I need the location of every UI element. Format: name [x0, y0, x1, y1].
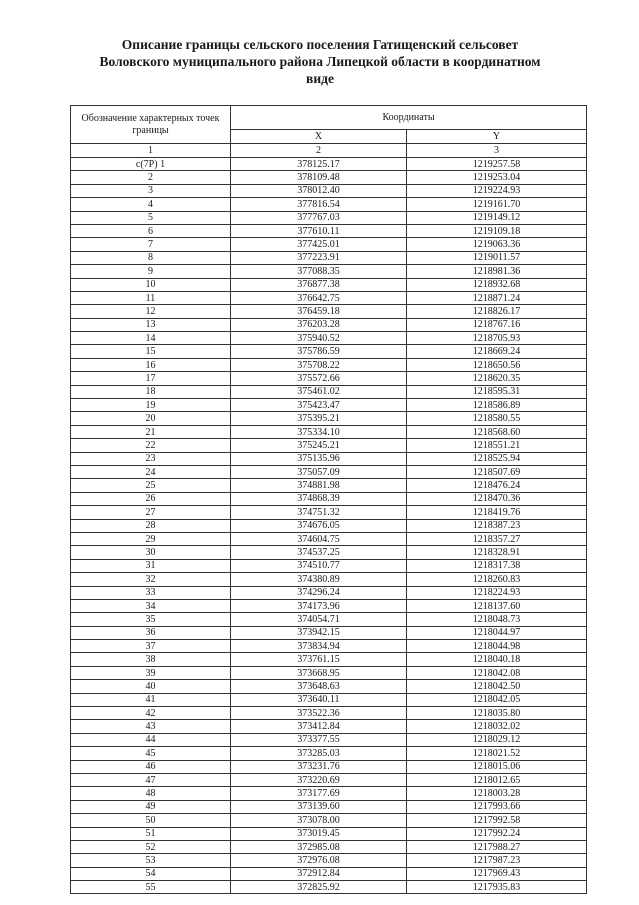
x-cell: 374881.98 [231, 479, 407, 492]
point-cell: 33 [71, 586, 231, 599]
y-cell: 1218042.05 [407, 693, 587, 706]
point-cell: 35 [71, 613, 231, 626]
table-row [71, 881, 587, 894]
x-cell: 372825.92 [231, 881, 407, 894]
y-cell: 1219063.36 [407, 238, 587, 251]
point-cell: 21 [71, 425, 231, 438]
x-cell: 375334.10 [231, 425, 407, 438]
table-row [71, 372, 587, 385]
y-cell: 1219109.18 [407, 224, 587, 237]
table-row [71, 720, 587, 733]
y-cell: 1218044.97 [407, 626, 587, 639]
point-cell: 8 [71, 251, 231, 264]
y-cell: 1218507.69 [407, 465, 587, 478]
point-cell: 13 [71, 318, 231, 331]
point-cell: 15 [71, 345, 231, 358]
y-cell: 1218015.06 [407, 760, 587, 773]
coordinates-table [70, 105, 587, 894]
y-cell: 1218580.55 [407, 412, 587, 425]
point-cell: 26 [71, 492, 231, 505]
table-row [71, 867, 587, 880]
y-cell: 1218042.50 [407, 680, 587, 693]
table-row [71, 854, 587, 867]
point-cell: 50 [71, 814, 231, 827]
x-cell: 377088.35 [231, 265, 407, 278]
table-row [71, 800, 587, 813]
y-cell: 1218650.56 [407, 358, 587, 371]
point-cell: 52 [71, 840, 231, 853]
y-cell: 1218620.35 [407, 372, 587, 385]
table-row [71, 158, 587, 171]
y-cell: 1218357.27 [407, 532, 587, 545]
point-cell: 28 [71, 519, 231, 532]
table-row [71, 171, 587, 184]
point-cell: 40 [71, 680, 231, 693]
x-cell: 373377.55 [231, 733, 407, 746]
title-line-2: Воловского муниципального района Липецкой области в координатном [99, 54, 541, 69]
y-cell: 1218595.31 [407, 385, 587, 398]
table-row [71, 559, 587, 572]
y-cell: 1218767.16 [407, 318, 587, 331]
table-row [71, 492, 587, 505]
x-cell: 372985.08 [231, 840, 407, 853]
x-cell: 374296.24 [231, 586, 407, 599]
x-cell: 373139.60 [231, 800, 407, 813]
y-cell: 1217992.58 [407, 814, 587, 827]
x-cell: 375423.47 [231, 399, 407, 412]
x-cell: 373412.84 [231, 720, 407, 733]
x-cell: 378109.48 [231, 171, 407, 184]
document-title [60, 36, 580, 87]
point-cell: 49 [71, 800, 231, 813]
x-cell: 373668.95 [231, 666, 407, 679]
table-body [71, 158, 587, 894]
point-cell: 48 [71, 787, 231, 800]
point-cell: 4 [71, 198, 231, 211]
x-cell: 372912.84 [231, 867, 407, 880]
point-cell: 37 [71, 640, 231, 653]
table-row [71, 693, 587, 706]
point-cell: 29 [71, 532, 231, 545]
table-row [71, 666, 587, 679]
point-cell: 27 [71, 506, 231, 519]
x-cell: 374751.32 [231, 506, 407, 519]
x-cell: 373078.00 [231, 814, 407, 827]
x-cell: 374537.25 [231, 546, 407, 559]
x-cell: 373834.94 [231, 640, 407, 653]
point-cell: 17 [71, 372, 231, 385]
table-row [71, 814, 587, 827]
x-cell: 374510.77 [231, 559, 407, 572]
y-cell: 1217987.23 [407, 854, 587, 867]
y-cell: 1219011.57 [407, 251, 587, 264]
x-cell: 375940.52 [231, 332, 407, 345]
point-cell: 36 [71, 626, 231, 639]
y-cell: 1218317.38 [407, 559, 587, 572]
table-row [71, 640, 587, 653]
y-cell: 1218224.93 [407, 586, 587, 599]
table-row [71, 332, 587, 345]
table-row [71, 439, 587, 452]
x-cell: 374676.05 [231, 519, 407, 532]
x-cell: 375572.66 [231, 372, 407, 385]
y-cell: 1219253.04 [407, 171, 587, 184]
point-cell: 43 [71, 720, 231, 733]
x-cell: 373942.15 [231, 626, 407, 639]
point-cell: 12 [71, 305, 231, 318]
point-cell: 51 [71, 827, 231, 840]
point-cell: 32 [71, 573, 231, 586]
y-cell: 1218476.24 [407, 479, 587, 492]
y-cell: 1218387.23 [407, 519, 587, 532]
y-cell: 1218035.80 [407, 707, 587, 720]
table-row [71, 251, 587, 264]
x-cell: 377425.01 [231, 238, 407, 251]
y-cell: 1218044.98 [407, 640, 587, 653]
point-cell: 3 [71, 184, 231, 197]
point-cell: 2 [71, 171, 231, 184]
table-row [71, 265, 587, 278]
table-row [71, 519, 587, 532]
table-row [71, 238, 587, 251]
table-row [71, 412, 587, 425]
y-cell: 1218029.12 [407, 733, 587, 746]
x-cell: 374604.75 [231, 532, 407, 545]
y-cell: 1218586.89 [407, 399, 587, 412]
x-cell: 374173.96 [231, 599, 407, 612]
x-cell: 373648.63 [231, 680, 407, 693]
point-cell: 45 [71, 747, 231, 760]
table-row [71, 318, 587, 331]
x-cell: 375786.59 [231, 345, 407, 358]
table-row [71, 425, 587, 438]
point-cell: 11 [71, 291, 231, 304]
title-line-1: Описание границы сельского поселения Гатищенский сельсовет [121, 37, 519, 52]
point-cell: 55 [71, 881, 231, 894]
table-row [71, 573, 587, 586]
y-cell: 1218705.93 [407, 332, 587, 345]
table-row [71, 787, 587, 800]
x-cell: 374054.71 [231, 613, 407, 626]
point-cell: 25 [71, 479, 231, 492]
table-row [71, 707, 587, 720]
title-line-3: виде [306, 71, 334, 86]
x-header: X [231, 129, 407, 143]
y-cell: 1218032.02 [407, 720, 587, 733]
x-cell: 375395.21 [231, 412, 407, 425]
x-cell: 375245.21 [231, 439, 407, 452]
table-row [71, 184, 587, 197]
point-cell: 10 [71, 278, 231, 291]
table-row [71, 586, 587, 599]
table-row [71, 278, 587, 291]
table-row [71, 479, 587, 492]
table-row [71, 198, 587, 211]
point-cell: 30 [71, 546, 231, 559]
y-cell: 1218932.68 [407, 278, 587, 291]
x-cell: 373761.15 [231, 653, 407, 666]
point-cell: 22 [71, 439, 231, 452]
x-cell: 378012.40 [231, 184, 407, 197]
x-cell: 373019.45 [231, 827, 407, 840]
table-row [71, 760, 587, 773]
x-cell: 376877.38 [231, 278, 407, 291]
point-label-header: Обозначение характерных точек границы [71, 106, 231, 144]
point-cell: 54 [71, 867, 231, 880]
point-cell: 16 [71, 358, 231, 371]
x-cell: 377610.11 [231, 224, 407, 237]
point-cell: 41 [71, 693, 231, 706]
y-cell: 1219161.70 [407, 198, 587, 211]
y-cell: 1218012.65 [407, 773, 587, 786]
point-cell: 42 [71, 707, 231, 720]
y-cell: 1218328.91 [407, 546, 587, 559]
point-cell: 46 [71, 760, 231, 773]
x-cell: 376459.18 [231, 305, 407, 318]
point-cell: 39 [71, 666, 231, 679]
y-cell: 1218551.21 [407, 439, 587, 452]
point-cell: 20 [71, 412, 231, 425]
point-cell: 6 [71, 224, 231, 237]
x-cell: 376203.28 [231, 318, 407, 331]
x-cell: 376642.75 [231, 291, 407, 304]
point-cell: 23 [71, 452, 231, 465]
x-cell: 375708.22 [231, 358, 407, 371]
y-cell: 1218003.28 [407, 787, 587, 800]
point-cell: 34 [71, 599, 231, 612]
y-cell: 1218137.60 [407, 599, 587, 612]
x-cell: 374380.89 [231, 573, 407, 586]
point-cell: 53 [71, 854, 231, 867]
table-row [71, 211, 587, 224]
x-cell: 374868.39 [231, 492, 407, 505]
y-cell: 1218042.08 [407, 666, 587, 679]
y-cell: 1218470.36 [407, 492, 587, 505]
table-row [71, 224, 587, 237]
point-cell: 38 [71, 653, 231, 666]
y-cell: 1218568.60 [407, 425, 587, 438]
point-cell: 18 [71, 385, 231, 398]
y-cell: 1217988.27 [407, 840, 587, 853]
point-cell: 9 [71, 265, 231, 278]
table-row [71, 653, 587, 666]
point-cell: 14 [71, 332, 231, 345]
table-row [71, 840, 587, 853]
point-cell: 7 [71, 238, 231, 251]
column-number-3: 3 [407, 144, 587, 158]
point-cell: 19 [71, 399, 231, 412]
y-cell: 1218040.18 [407, 653, 587, 666]
x-cell: 377816.54 [231, 198, 407, 211]
y-cell: 1218525.94 [407, 452, 587, 465]
table-row [71, 385, 587, 398]
y-cell: 1219224.93 [407, 184, 587, 197]
y-cell: 1217993.66 [407, 800, 587, 813]
table-row [71, 358, 587, 371]
point-cell: 5 [71, 211, 231, 224]
table-row [71, 599, 587, 612]
table-row [71, 506, 587, 519]
y-cell: 1218260.83 [407, 573, 587, 586]
point-cell: с(7Р) 1 [71, 158, 231, 171]
y-cell: 1217935.83 [407, 881, 587, 894]
table-row [71, 680, 587, 693]
x-cell: 377767.03 [231, 211, 407, 224]
table-row [71, 465, 587, 478]
x-cell: 378125.17 [231, 158, 407, 171]
x-cell: 373177.69 [231, 787, 407, 800]
y-cell: 1219149.12 [407, 211, 587, 224]
y-cell: 1218021.52 [407, 747, 587, 760]
x-cell: 373522.36 [231, 707, 407, 720]
point-cell: 24 [71, 465, 231, 478]
table-row [71, 345, 587, 358]
point-cell: 31 [71, 559, 231, 572]
y-cell: 1217969.43 [407, 867, 587, 880]
x-cell: 375461.02 [231, 385, 407, 398]
table-row [71, 733, 587, 746]
y-cell: 1217992.24 [407, 827, 587, 840]
y-cell: 1218871.24 [407, 291, 587, 304]
y-cell: 1218981.36 [407, 265, 587, 278]
table-row [71, 305, 587, 318]
y-cell: 1218669.24 [407, 345, 587, 358]
table-row [71, 773, 587, 786]
table-row [71, 532, 587, 545]
table-row [71, 546, 587, 559]
x-cell: 377223.91 [231, 251, 407, 264]
x-cell: 375135.96 [231, 452, 407, 465]
table-row [71, 291, 587, 304]
x-cell: 373220.69 [231, 773, 407, 786]
table-row [71, 747, 587, 760]
column-number-2: 2 [231, 144, 407, 158]
y-cell: 1218419.76 [407, 506, 587, 519]
table-row [71, 613, 587, 626]
x-cell: 373231.76 [231, 760, 407, 773]
column-number-1: 1 [71, 144, 231, 158]
x-cell: 373285.03 [231, 747, 407, 760]
table-header [71, 106, 587, 158]
y-cell: 1218826.17 [407, 305, 587, 318]
y-header: Y [407, 129, 587, 143]
point-cell: 44 [71, 733, 231, 746]
x-cell: 373640.11 [231, 693, 407, 706]
y-cell: 1219257.58 [407, 158, 587, 171]
table-row [71, 452, 587, 465]
x-cell: 375057.09 [231, 465, 407, 478]
table-row [71, 626, 587, 639]
y-cell: 1218048.73 [407, 613, 587, 626]
table-row [71, 399, 587, 412]
point-cell: 47 [71, 773, 231, 786]
coordinates-header: Координаты [231, 106, 587, 130]
x-cell: 372976.08 [231, 854, 407, 867]
table-row [71, 827, 587, 840]
